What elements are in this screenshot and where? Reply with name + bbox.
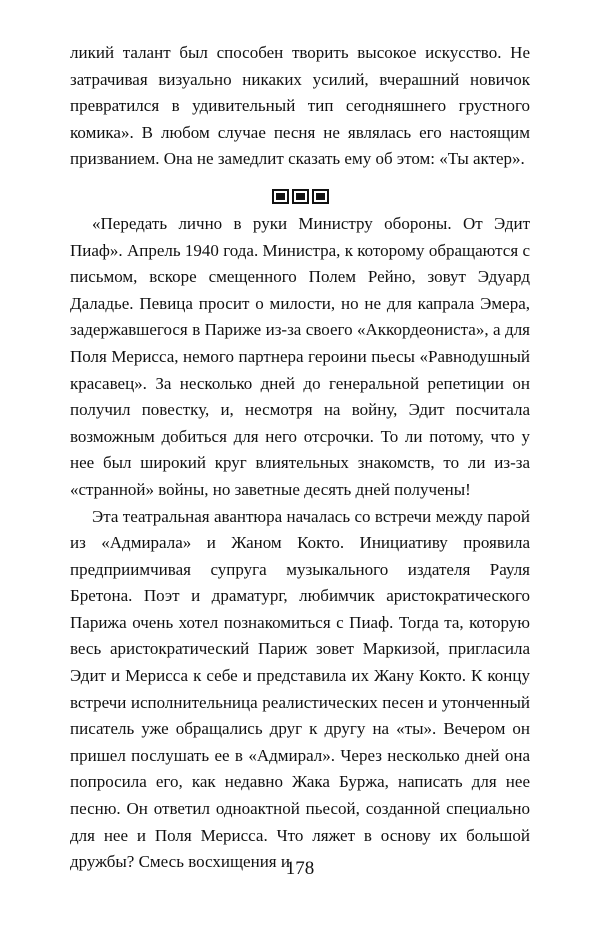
paragraph-theatre-adventure: Эта театральная авантюра началась со встречи между парой из «Адмирала» и Жаном Кокто. Инициативу проявила предприимчивая супруга музыкального издателя Рауля Бретона. Поэт и драматург, любимчик аристократического Парижа очень хотел познакомиться с Пиаф. Тогда та, которую весь аристократический Париж зовет Маркизой, пригласила Эдит и Мерисса к себе и представила их Жану Кокто. К концу встречи исполнительница реалистических песен и утонченный писатель уже обращались друг к другу на «ты». Вечером он пришел послушать ее в «Адмирал». Через несколько дней она попросила его, как недавно Жака Буржа, написать для нее песню. Он ответил одноактной пьесой, созданной специально для нее и Поля Мерисса. Что ляжет в основу их большой дружбы? Смесь восхищения и [70, 506, 530, 872]
separator-mark-icon [292, 189, 309, 204]
separator-mark-icon [272, 189, 289, 204]
section-separator [70, 187, 530, 205]
separator-mark-icon [312, 189, 329, 204]
continuation-paragraph: ликий талант был способен творить высокое искусство. Не затрачивая визуально никаких усилий, вчерашний новичок превратился в удивительный тип сегодняшнего грустного комика». В любом случае песня не являлась его настоящим призванием. Она не замедлит сказать ему об этом: «Ты актер». [70, 43, 530, 169]
paragraph-letter-to-minister: «Передать лично в руки Министру обороны. От Эдит Пиаф». Апрель 1940 года. Министра, к которому обращаются с письмом, вскоре смещенного Полем Рейно, зовут Эдуард Даладье. Певица просит о милости, но не для капрала Эмера, задержавшегося в Париже из-за своего «Аккордеониста», а для Поля Мерисса, немого партнера героини пьесы «Равнодушный красавец». За несколько дней до генеральной репетиции он получил повестку, и, несмотря на войну, Эдит посчитала возможным добиться для него отсрочки. То ли потому, что у нее был широкий круг влиятельных знакомств, то ли из-за «странной» войны, но заветные десять дней получены! [70, 213, 530, 499]
page-number: 178 [285, 858, 315, 879]
page-body [70, 40, 530, 876]
